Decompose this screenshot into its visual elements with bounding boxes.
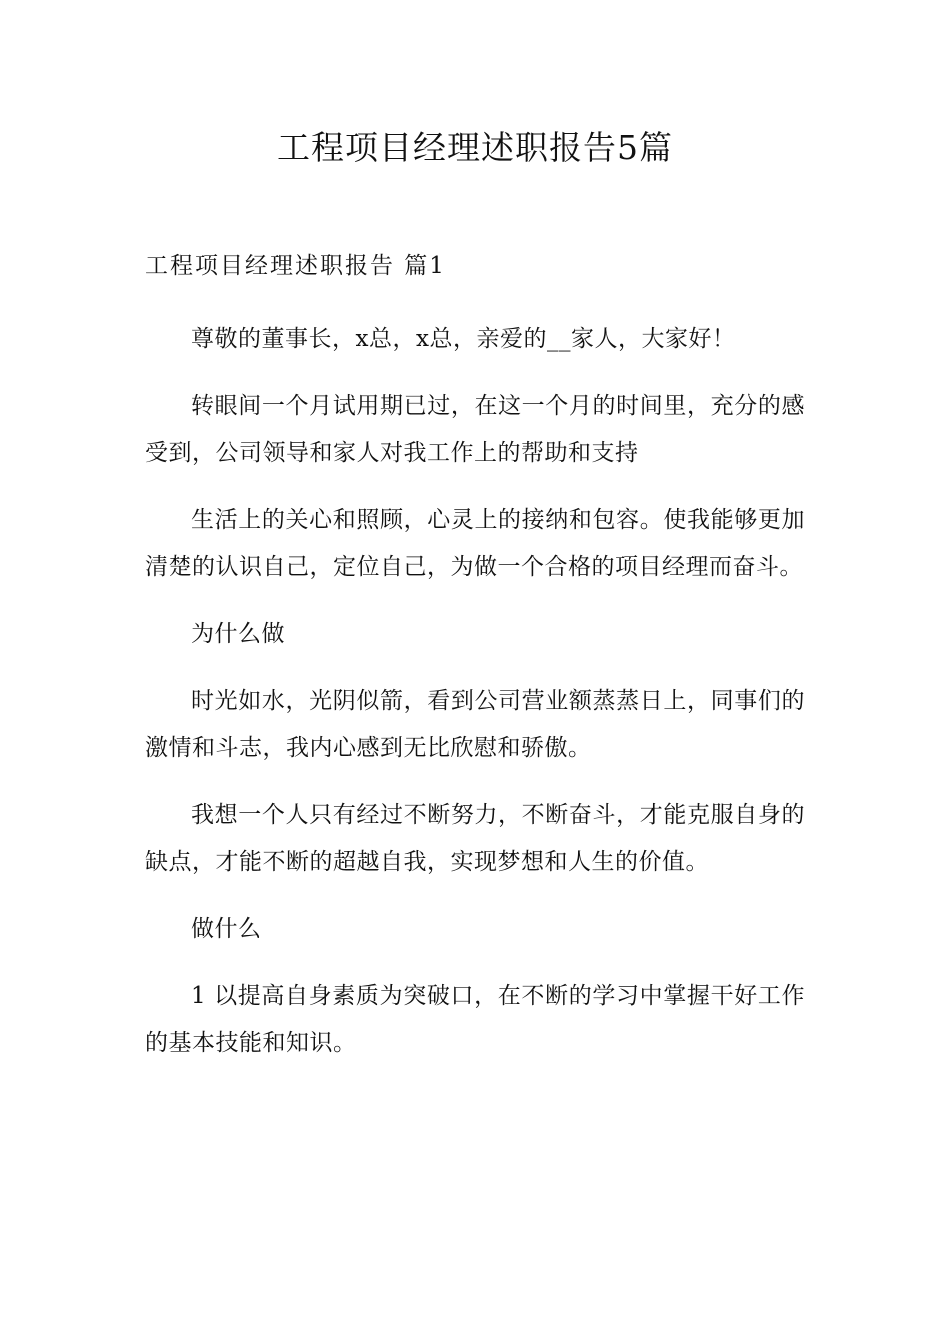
paragraph-intro: 转眼间一个月试用期已过，在这一个月的时间里，充分的感受到，公司领导和家人对我工作上的帮助和支持: [145, 393, 805, 466]
paragraph-time: 时光如水，光阴似箭，看到公司营业额蒸蒸日上，同事们的激情和斗志，我内心感到无比欣慰和骄傲。: [145, 688, 805, 761]
document-title: 工程项目经理述职报告5篇: [277, 128, 673, 167]
paragraph-care: 生活上的关心和照顾，心灵上的接纳和包容。使我能够更加清楚的认识自己，定位自己，为做一个合格的项目经理而奋斗。: [145, 507, 805, 580]
section-heading: 工程项目经理述职报告 篇1: [145, 253, 446, 279]
paragraph-subheading-why: 为什么做: [191, 621, 285, 647]
paragraph-effort: 我想一个人只有经过不断努力，不断奋斗，才能克服自身的缺点，才能不断的超越自我，实现梦想和人生的价值。: [145, 802, 805, 875]
paragraph-item-1: 1 以提高自身素质为突破口，在不断的学习中掌握干好工作的基本技能和知识。: [145, 983, 805, 1056]
document-body: [145, 316, 805, 1087]
paragraph-greeting: 尊敬的董事长，x总，x总，亲爱的__家人，大家好！: [191, 326, 736, 352]
paragraph-subheading-what: 做什么: [191, 916, 262, 942]
